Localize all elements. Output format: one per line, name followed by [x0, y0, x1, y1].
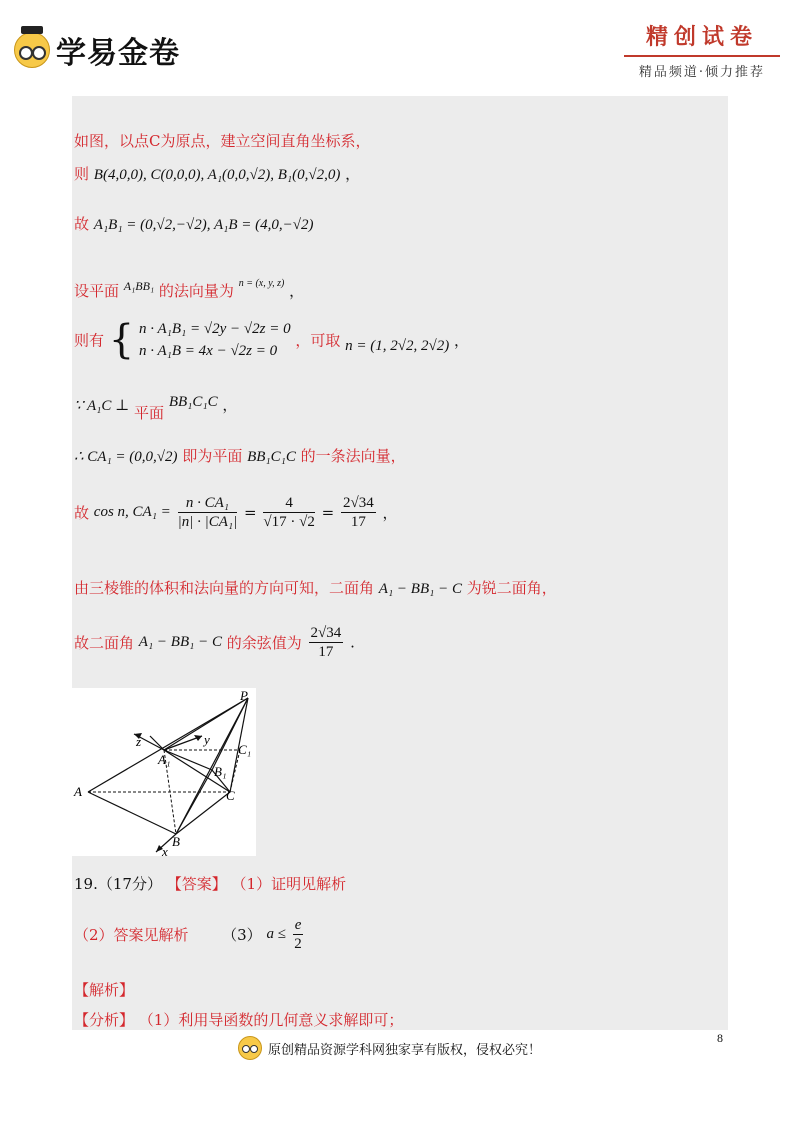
brand-block	[624, 20, 780, 80]
figure-label-B1: B₁	[214, 764, 227, 779]
figure-label-z: z	[136, 734, 142, 749]
fenxi-line: 【分析】 （1）利用导函数的几何意义求解即可；	[74, 1011, 404, 1029]
geometry-figure	[72, 688, 256, 856]
figure-label-y: y	[204, 732, 210, 747]
page-number: 8	[717, 1031, 723, 1045]
footer-copyright: 原创精品资源学科网独家享有版权，侵权必究！	[238, 1036, 541, 1060]
solution-line-4: 设平面 $^{A_1BB_1}$ 的法向量为 $^{n = (x, y, z)}$ ，	[74, 278, 305, 300]
brand-subtitle: 精品频道·倾力推荐	[638, 65, 766, 80]
solution-line-9: 由三棱锥的体积和法向量的方向可知，二面角 A₁ − BB₁ − C 为锐二面角，	[74, 579, 557, 597]
vector-expressions: A₁B₁ = (0,√2,−√2), A₁B = (4,0,−√2)	[93, 217, 314, 233]
analysis-tag: 【解析】	[74, 981, 135, 999]
solution-line-1: 如图，以点C为原点，建立空间直角坐标系，	[74, 132, 371, 150]
brand-title: 精创试卷	[645, 25, 758, 50]
logo-mascot-icon	[14, 32, 50, 68]
figure-label-A: A	[74, 784, 82, 799]
q19-answer-line: 19.（17分） 【答案】 （1）证明见解析	[74, 875, 347, 893]
figure-label-C1: C₁	[238, 742, 252, 757]
brand-divider	[624, 55, 780, 57]
coordinates: B(4,0,0), C(0,0,0), A₁(0,0,√2), B₁(0,√2,0)	[93, 167, 341, 183]
logo-text: 学易金卷	[56, 36, 180, 71]
figure-label-P: P	[240, 688, 248, 703]
solution-line-8: 故 cos n, CA₁ = $\frac{\text{n · CA₁}}{\text{|n| · |CA₁|}}$ = $\frac{4}{√17 \cdot √2}$ = $\frac{2√34}{17}$ ，	[74, 495, 398, 530]
solution-line-7: ∴ CA₁ = (0,0,√2) 即为平面 BB₁C₁C 的一条法向量，	[74, 447, 406, 465]
equation-system: n · A₁B₁ = √2y − √2z = 0 n · A₁B = 4x − √2z = 0	[139, 321, 291, 359]
site-logo	[14, 28, 180, 72]
figure-label-A1: A₁	[158, 752, 171, 767]
cosine-fraction-1: $\frac{\text{n · CA₁}}{\text{|n| · |CA₁|}}$	[177, 495, 238, 530]
answer-tag: 【答案】	[166, 875, 227, 893]
cosine-result-fraction: $\frac{2√34}{17}$	[310, 625, 342, 660]
cosine-fraction-2: $\frac{4}{√17 \cdot √2}$	[263, 495, 315, 530]
answer-fraction: $\frac{e}{2}$	[294, 917, 302, 952]
figure-label-C: C	[226, 788, 235, 803]
cosine-fraction-3: $\frac{2√34}{17}$	[342, 495, 374, 530]
figure-label-x: x	[162, 844, 168, 856]
question-number: 19.（17分）	[74, 875, 162, 893]
solution-line-5: 则有 { n · A₁B₁ = √2y − √2z = 0 n · A₁B = 4x − √2z = 0 ，可取 n = (1, 2√2, 2√2) ，	[74, 317, 470, 363]
solution-line-10: 故二面角 A₁ − BB₁ − C 的余弦值为 $\frac{2√34}{17}$ .	[74, 625, 355, 660]
q19-answer-line-2: （2）答案见解析 （3） a ≤ $\frac{e}{2}$	[74, 917, 302, 952]
solution-line-2: 则 B(4,0,0), C(0,0,0), A₁(0,0,√2), B₁(0,√2,0) ，	[74, 165, 361, 183]
solution-line-3: 故 A₁B₁ = (0,√2,−√2), A₁B = (4,0,−√2)	[74, 215, 314, 233]
figure-label-B: B	[172, 834, 180, 849]
footer-mascot-icon	[238, 1036, 262, 1060]
solution-line-6: ∵ A₁C ⊥ 平面 BB₁C₁C ，	[74, 394, 238, 422]
